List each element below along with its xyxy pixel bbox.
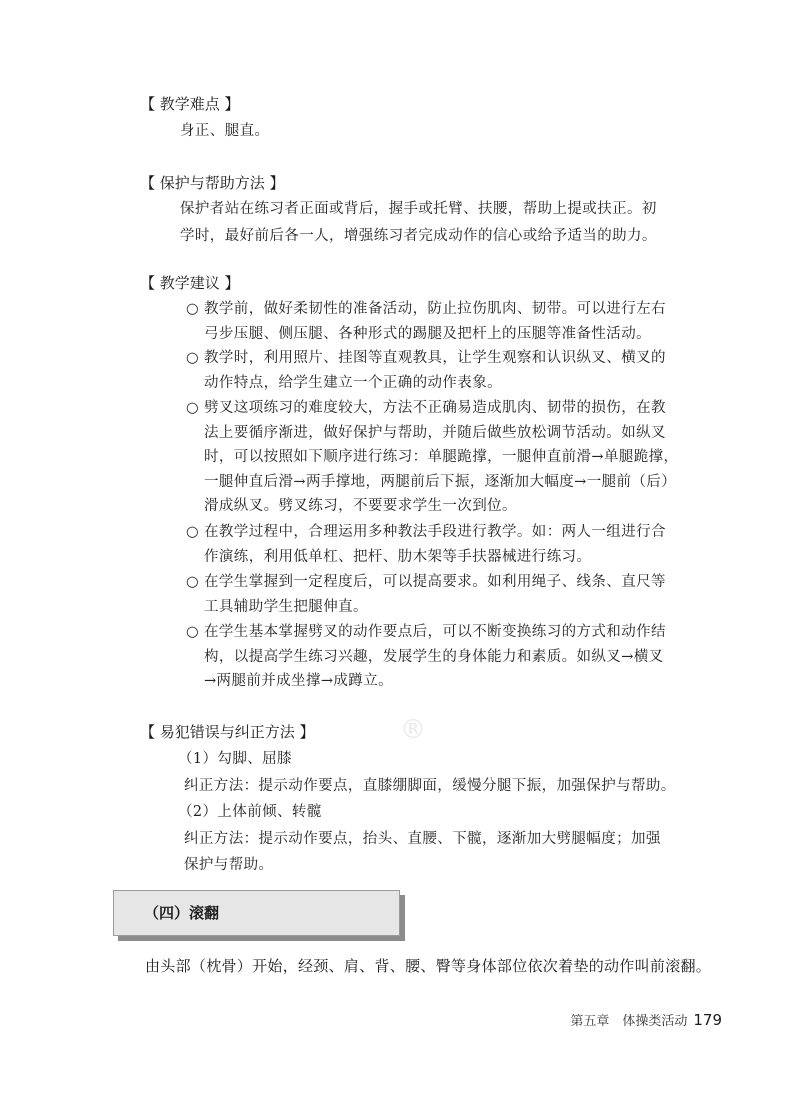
suggestion-line: 教学前，做好柔韧性的准备活动，防止拉伤肌肉、韧带。可以进行左右 [204, 301, 666, 317]
subsection-body-text: 由头部（枕骨）开始，经颈、肩、背、腰、臀等身体部位依次着垫的动作叫前滚翻。 [145, 957, 712, 975]
heading-teaching-difficulty: 【 教学难点 】 [140, 95, 240, 113]
suggestion-line: 一腿伸直后滑→两手撑地，两腿前后下振，逐渐加大幅度→一腿前（后） [204, 473, 677, 490]
difficulty-text [180, 118, 725, 145]
heading-protection-methods: 【 保护与帮助方法 】 [140, 174, 285, 192]
suggestion-item [186, 396, 726, 519]
circle-bullet-icon: ○ [186, 624, 200, 640]
suggestion-line: 弓步压腿、侧压腿、各种形式的踢腿及把杆上的压腿等准备性活动。 [204, 325, 651, 342]
suggestion-line: 工具辅助学生把腿伸直。 [204, 598, 368, 615]
circle-bullet-icon: ○ [186, 301, 200, 317]
error-correction: 纠正方法：提示动作要点，直膝绷脚面，缓慢分腿下振，加强保护与帮助。 [184, 778, 676, 794]
circle-bullet-icon: ○ [186, 350, 200, 366]
suggestion-item [186, 520, 726, 569]
subsection-title-box [113, 890, 400, 936]
heading-teaching-suggestions: 【 教学建议 】 [140, 274, 240, 292]
suggestion-item [186, 570, 726, 619]
suggestion-line: 构，以提高学生练习兴趣，发展学生的身体能力和素质。如纵叉→横叉 [204, 648, 664, 665]
suggestion-line: 法上要循序渐进，做好保护与帮助，并随后做些放松调节活动。如纵叉 [204, 424, 666, 441]
protection-line: 保护者站在练习者正面或背后，握手或托臂、扶腰，帮助上提或扶正。初 [180, 201, 657, 217]
suggestion-line: 劈叉这项练习的难度较大，方法不正确易造成肌肉、韧带的损伤，在教 [204, 400, 666, 416]
suggestion-line: 在学生基本掌握劈叉的动作要点后，可以不断变换练习的方式和动作结 [204, 624, 666, 640]
error-item-title: （1）勾脚、屈膝 [178, 751, 292, 767]
suggestion-item [186, 297, 726, 346]
difficulty-line: 身正、腿直。 [180, 123, 270, 139]
registered-watermark: ® [400, 715, 426, 745]
suggestion-line: →两腿前并成坐撑→成蹲立。 [204, 673, 393, 689]
circle-bullet-icon: ○ [186, 400, 200, 416]
error-correction-continued: 保护与帮助。 [184, 857, 274, 873]
suggestion-line: 在学生掌握到一定程度后，可以提高要求。如利用绳子、线条、直尺等 [204, 574, 666, 590]
circle-bullet-icon: ○ [186, 574, 200, 590]
suggestion-item [186, 620, 726, 694]
heading-common-errors: 【 易犯错误与纠正方法 】 [140, 723, 315, 741]
circle-bullet-icon: ○ [186, 524, 200, 540]
suggestion-line: 作演练，利用低单杠、把杆、肋木架等手扶器械进行练习。 [204, 548, 592, 565]
suggestion-line: 时，可以按照如下顺序进行练习：单腿跪撑，一腿伸直前滑→单腿跪撑， [204, 449, 679, 465]
protection-text [180, 196, 725, 249]
subsection-title: （四）滚翻 [144, 904, 220, 922]
error-correction: 纠正方法：提示动作要点，抬头、直腰、下髋，逐渐加大劈腿幅度；加强 [184, 831, 661, 847]
error-item-title: （2）上体前倾、转髋 [178, 804, 322, 820]
suggestion-line: 滑成纵叉。劈叉练习，不要要求学生一次到位。 [204, 498, 517, 514]
suggestion-line: 教学时，利用照片、挂图等直观教具，让学生观察和认识纵叉、横叉的 [204, 350, 666, 366]
protection-line: 学时，最好前后各一人，增强练习者完成动作的信心或给予适当的助力。 [180, 227, 657, 244]
suggestion-line: 在教学过程中，合理运用多种教法手段进行教学。如：两人一组进行合 [204, 524, 666, 540]
chapter-label: 第五章 体操类活动 [570, 1014, 688, 1029]
suggestion-item [186, 346, 726, 395]
page-footer [570, 1010, 722, 1029]
page-number: 179 [693, 1011, 722, 1029]
suggestion-line: 动作特点，给学生建立一个正确的动作表象。 [204, 374, 502, 391]
